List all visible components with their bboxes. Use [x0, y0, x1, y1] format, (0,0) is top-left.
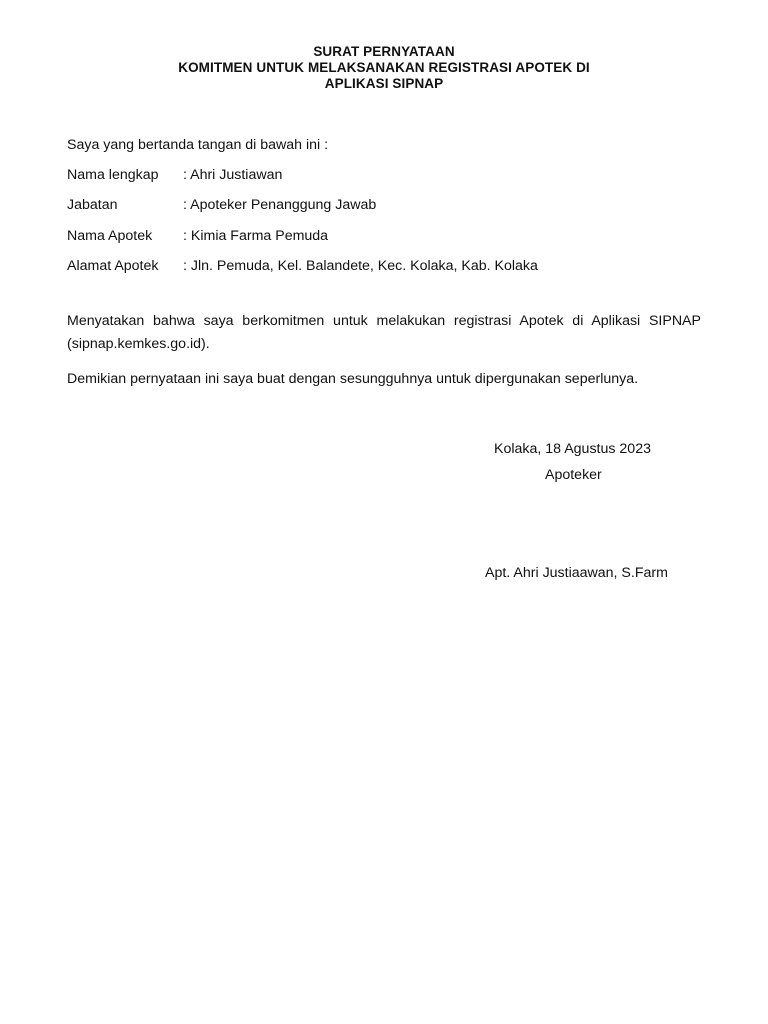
field-label: Jabatan	[67, 197, 118, 213]
title-line-2: KOMITMEN UNTUK MELAKSANAKAN REGISTRASI APOTEK DI	[178, 60, 590, 75]
field-row-jabatan	[67, 196, 376, 214]
signature-place-date: Kolaka, 18 Agustus 2023	[494, 441, 651, 457]
intro-text: Saya yang bertanda tangan di bawah ini :	[67, 137, 329, 153]
field-value: : Jln. Pemuda, Kel. Balandete, Kec. Kolaka, Kab. Kolaka	[183, 258, 538, 274]
field-row-nama-apotek	[67, 227, 328, 245]
signature-role: Apoteker	[545, 467, 602, 483]
field-value: : Kimia Farma Pemuda	[183, 228, 329, 244]
field-label: Alamat Apotek	[67, 258, 159, 274]
field-row-nama-lengkap	[67, 166, 282, 184]
title-line-3: APLIKASI SIPNAP	[324, 76, 444, 91]
statement-paragraph: Menyatakan bahwa saya berkomitmen untuk melakukan registrasi Apotek di Aplikasi SIPNAP (sipnap.kemkes.go.id).	[67, 313, 701, 352]
field-value: : Ahri Justiawan	[183, 167, 283, 183]
field-row-alamat-apotek	[67, 257, 538, 275]
field-value: : Apoteker Penanggung Jawab	[183, 197, 377, 213]
field-label: Nama Apotek	[67, 228, 153, 244]
signature-name: Apt. Ahri Justiaawan, S.Farm	[485, 565, 668, 581]
document-title	[0, 44, 768, 92]
field-label: Nama lengkap	[67, 167, 159, 183]
title-line-1: SURAT PERNYATAAN	[313, 44, 455, 59]
closing-paragraph: Demikian pernyataan ini saya buat dengan sesungguhnya untuk dipergunakan seperlunya.	[67, 371, 639, 387]
